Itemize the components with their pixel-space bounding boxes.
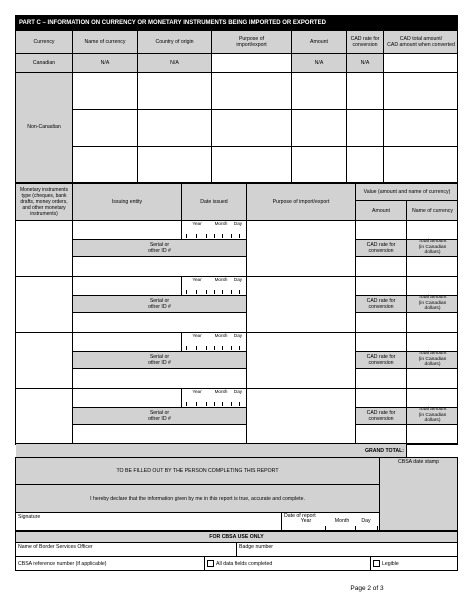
non-canadian-row-2[interactable]: [73, 110, 457, 146]
instrument-2-issuing-entity-field[interactable]: [73, 277, 181, 295]
header-cad-total: CAD total amount/ CAD amount when converted: [387, 36, 455, 48]
report-date-field[interactable]: [284, 524, 378, 530]
all-fields-label: All data fields completed: [216, 560, 273, 567]
grand-total-field[interactable]: [407, 445, 457, 457]
non-canadian-label: Non-Canadian: [27, 124, 61, 130]
instrument-4-serial-label: Serial or other ID #: [148, 409, 171, 422]
officer-name-field[interactable]: [17, 550, 235, 556]
all-fields-checkbox[interactable]: [207, 560, 214, 567]
header-name-of-currency: Name of currency: [84, 39, 126, 45]
instrument-1-month-label: Month: [214, 221, 228, 226]
instrument-4-total-field[interactable]: [407, 425, 457, 443]
instrument-2-year-label: Year: [192, 277, 202, 282]
report-year-label: Year: [300, 518, 312, 524]
instrument-3-currency-field[interactable]: [407, 333, 457, 351]
fill-note: TO BE FILLED OUT BY THE PERSON COMPLETING THIS REPORT: [116, 468, 279, 474]
instrument-3-serial-label: Serial or other ID #: [148, 353, 171, 366]
instrument-4-currency-field[interactable]: [407, 389, 457, 407]
officer-name-label: Name of Border Services Officer: [18, 543, 93, 550]
signature-label: Signature: [18, 513, 41, 520]
canadian-amount-na: N/A: [314, 59, 324, 66]
report-day-label: Day: [361, 518, 371, 524]
instrument-1-day-label: Day: [233, 221, 243, 226]
canadian-country-na: N/A: [170, 59, 179, 66]
badge-number-label: Badge number: [239, 543, 274, 550]
part-c-title: PART C – INFORMATION ON CURRENCY OR MONETARY INSTRUMENTS BEING IMPORTED OR EXPORTED: [19, 19, 326, 26]
value-header: Value (amount and name of currency): [363, 189, 451, 195]
instrument-4-day-label: Day: [233, 389, 243, 394]
instrument-4-serial-field[interactable]: [73, 425, 246, 443]
instrument-4-rate-label: CAD rate for conversion: [366, 409, 396, 422]
non-canadian-row-1[interactable]: [73, 73, 457, 109]
instrument-1-issuing-entity-field[interactable]: [73, 221, 181, 239]
value-currency-header: Name of currency: [412, 207, 453, 214]
instrument-3-issuing-entity-field[interactable]: [73, 333, 181, 351]
instrument-3-day-label: Day: [233, 333, 243, 338]
instrument-1-rate-field[interactable]: [356, 257, 406, 275]
instrument-2-total-field[interactable]: [407, 313, 457, 331]
date-of-report-label: Date of report: [284, 513, 316, 519]
instrument-1-serial-label: Serial or other ID #: [148, 241, 171, 254]
instrument-1-total-field[interactable]: [407, 257, 457, 275]
report-month-label: Month: [334, 518, 350, 524]
instrument-3-rate-field[interactable]: [356, 369, 406, 387]
instrument-1-amount-field[interactable]: [356, 221, 406, 239]
legible-checkbox[interactable]: [373, 560, 380, 567]
instrument-3-total-field[interactable]: [407, 369, 457, 387]
canadian-name-na: N/A: [100, 59, 110, 66]
monetary-type-label: Monetary instruments type (cheques, bank drafts, money orders, and other monetary instruments): [19, 187, 69, 217]
issuing-entity-header: Issuing entity: [111, 199, 143, 205]
instrument-4-issuing-entity-field[interactable]: [73, 389, 181, 407]
instrument-3-year-label: Year: [192, 333, 202, 338]
canadian-label: Canadian: [32, 59, 56, 66]
instrument-3-type-field[interactable]: [16, 333, 71, 388]
instrument-1-serial-field[interactable]: [73, 257, 246, 275]
instrument-1-rate-label: CAD rate for conversion: [366, 241, 396, 254]
instrument-4-type-field[interactable]: [16, 389, 71, 444]
canadian-purpose-field[interactable]: [212, 54, 291, 71]
grand-total-label: GRAND TOTAL:: [365, 447, 404, 454]
instrument-2-rate-field[interactable]: [356, 313, 406, 331]
canadian-rate-na: N/A: [360, 59, 370, 66]
instrument-2-amount-field[interactable]: [356, 277, 406, 295]
instrument-1-purpose-field[interactable]: [247, 221, 355, 276]
page-number: Page 2 of 3: [350, 585, 384, 592]
non-canadian-row-3[interactable]: [73, 147, 457, 182]
cbsa-reference-label: CBSA reference number (if applicable): [18, 560, 107, 567]
cbsa-date-stamp-label: CBSA date stamp: [398, 458, 439, 465]
instrument-2-type-field[interactable]: [16, 277, 71, 332]
instrument-2-rate-label: CAD rate for conversion: [366, 297, 396, 310]
instrument-4-purpose-field[interactable]: [247, 389, 355, 444]
instrument-2-month-label: Month: [214, 277, 228, 282]
header-amount: Amount: [310, 39, 328, 45]
signature-field[interactable]: [17, 520, 279, 530]
date-issued-header: Date issued: [200, 199, 228, 205]
instrument-4-year-label: Year: [192, 389, 202, 394]
instrument-1-total-label: Total amount (in Canadian dollars): [418, 239, 447, 256]
header-purpose: Purpose of import/export: [236, 36, 267, 48]
purpose-header: Purpose of import/export: [272, 199, 330, 205]
instrument-2-serial-label: Serial or other ID #: [148, 297, 171, 310]
instrument-3-total-label: Total amount (in Canadian dollars): [418, 351, 447, 368]
instrument-3-rate-label: CAD rate for conversion: [366, 353, 396, 366]
canadian-total-field[interactable]: [384, 54, 457, 71]
instrument-2-currency-field[interactable]: [407, 277, 457, 295]
legible-label: Legible: [382, 560, 399, 567]
instrument-4-rate-field[interactable]: [356, 425, 406, 443]
instrument-2-serial-field[interactable]: [73, 313, 246, 331]
instrument-2-total-label: Total amount (in Canadian dollars): [418, 295, 447, 312]
cbsa-title: FOR CBSA USE ONLY: [209, 534, 264, 540]
header-cad-rate: CAD rate for conversion: [350, 36, 380, 48]
instrument-1-year-label: Year: [192, 221, 202, 226]
instrument-1-currency-field[interactable]: [407, 221, 457, 239]
instrument-4-total-label: Total amount (in Canadian dollars): [418, 407, 447, 424]
instrument-3-amount-field[interactable]: [356, 333, 406, 351]
instrument-4-amount-field[interactable]: [356, 389, 406, 407]
instrument-3-month-label: Month: [214, 333, 228, 338]
instrument-1-type-field[interactable]: [16, 221, 71, 276]
instrument-2-purpose-field[interactable]: [247, 277, 355, 332]
header-currency: Currency: [33, 39, 55, 45]
instrument-3-purpose-field[interactable]: [247, 333, 355, 388]
header-country-of-origin: Country of origin: [155, 39, 194, 45]
value-amount-header: Amount: [372, 207, 390, 214]
instrument-4-month-label: Month: [214, 389, 228, 394]
declaration-statement: I hereby declare that the information given by me in this report is true, accurate and complete.: [90, 495, 305, 502]
badge-number-field[interactable]: [238, 550, 457, 556]
instrument-2-day-label: Day: [233, 277, 243, 282]
instrument-3-serial-field[interactable]: [73, 369, 246, 387]
cbsa-stamp-area: [380, 458, 457, 530]
